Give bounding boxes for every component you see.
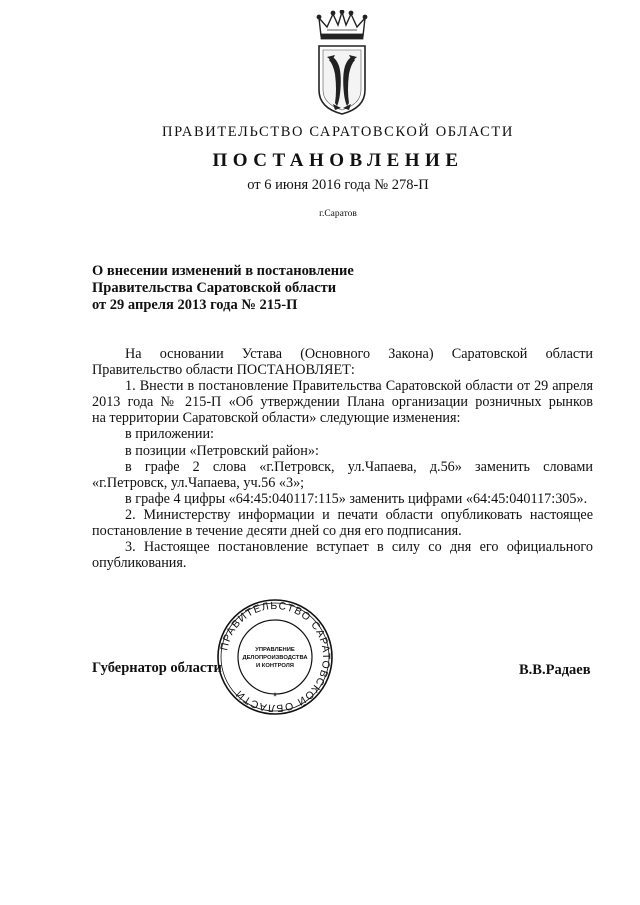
body-line: 1. Внести в постановление Правительства Саратовской области от 29 апреля <box>125 378 593 395</box>
subject-line: от 29 апреля 2013 года № 215-П <box>92 297 298 313</box>
document-subject <box>92 263 412 314</box>
subject-line: Правительства Саратовской области <box>92 280 337 296</box>
body-line: Правительство области ПОСТАНОВЛЯЕТ: <box>92 362 355 379</box>
body-line: 2013 года № 215-П «Об утверждении Плана организации розничных рынков <box>92 394 593 411</box>
signatory-name: В.В.Радаев <box>519 662 591 678</box>
body-line: в приложении: <box>125 426 214 443</box>
body-line: в графе 4 цифры «64:45:040117:115» заменить цифрами «64:45:040117:305». <box>125 490 588 507</box>
signatory-position: Губернатор области <box>92 660 222 676</box>
coat-of-arms-icon <box>313 10 371 116</box>
government-name: ПРАВИТЕЛЬСТВО САРАТОВСКОЙ ОБЛАСТИ <box>162 124 514 140</box>
document-body <box>92 346 593 571</box>
issue-city: г.Саратов <box>319 209 357 219</box>
official-stamp-seal <box>215 597 335 717</box>
body-line: «г.Петровск, ул.Чапаева, уч.56 «3»; <box>92 474 305 491</box>
body-line: постановление в течение десяти дней со дня его подписания. <box>92 523 462 540</box>
document-date-number: от 6 июня 2016 года № 278-П <box>247 177 429 193</box>
svg-text:ПРАВИТЕЛЬСТВО САРАТОВСКОЙ ОБЛА: ПРАВИТЕЛЬСТВО САРАТОВСКОЙ ОБЛАСТИ <box>218 599 333 715</box>
document-type-title: ПОСТАНОВЛЕНИЕ <box>212 150 464 171</box>
svg-text:УПРАВЛЕНИЕ: УПРАВЛЕНИЕ <box>255 647 295 653</box>
svg-text:*: * <box>272 691 278 703</box>
svg-text:ДЕЛОПРОИЗВОДСТВА: ДЕЛОПРОИЗВОДСТВА <box>242 655 308 661</box>
body-line: на территории Саратовской области» следующие изменения: <box>92 410 461 427</box>
body-line: На основании Устава (Основного Закона) Саратовской области <box>125 346 593 362</box>
body-line: в позиции «Петровский район»: <box>125 442 319 459</box>
body-line: 2. Министерству информации и печати области опубликовать настоящее <box>125 506 593 523</box>
body-line: 3. Настоящее постановление вступает в силу со дня его официального <box>125 539 593 556</box>
body-line: опубликования. <box>92 555 187 572</box>
svg-text:И КОНТРОЛЯ: И КОНТРОЛЯ <box>256 663 294 669</box>
body-line: в графе 2 слова «г.Петровск, ул.Чапаева, д.56» заменить словами <box>125 458 593 475</box>
subject-line: О внесении изменений в постановление <box>92 263 354 279</box>
